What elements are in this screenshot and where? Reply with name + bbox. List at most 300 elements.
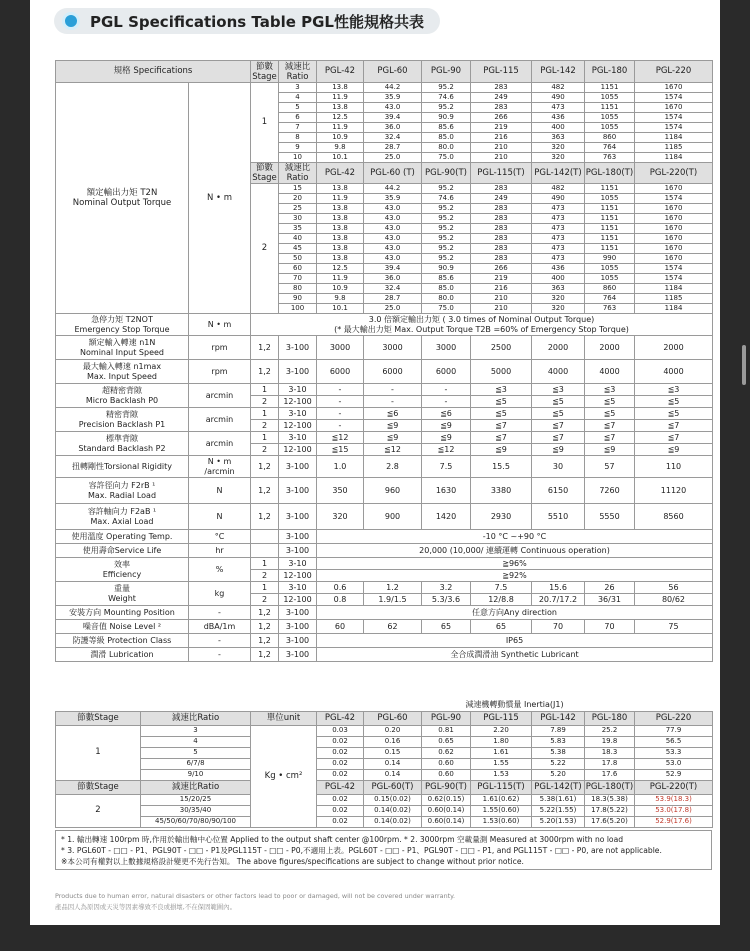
weight-value: 7.5 — [471, 582, 532, 594]
inertia-header-unit: 單位unit — [251, 711, 317, 725]
inertia-unit: Kg • cm² — [251, 725, 317, 827]
torque-value: 25.0 — [364, 153, 422, 163]
stage-cell: 1,2 — [251, 336, 279, 360]
torque-value: 473 — [532, 234, 585, 244]
torque-value: 473 — [532, 204, 585, 214]
ratio-cell: 9/10 — [141, 769, 251, 780]
rigidity-value: 2.8 — [364, 456, 422, 478]
speed-value: 4000 — [532, 360, 585, 384]
torque-value: 43.0 — [364, 204, 422, 214]
mounting-label: 安裝方向 Mounting Position — [56, 606, 189, 620]
rigidity-unit-line: N • m — [207, 456, 232, 466]
header-stage — [251, 163, 279, 184]
ratio-cell: 3-100 — [279, 634, 317, 648]
estop-value-line: 3.0 倍額定輸出力矩 ( 3.0 times of Nominal Output Torque) — [368, 314, 595, 324]
life-value: 20,000 (10,000/ 連續運轉 Continuous operation) — [317, 544, 713, 558]
torque-value: 1670 — [635, 204, 713, 214]
torque-value: 473 — [532, 254, 585, 264]
torque-value: 95.2 — [422, 244, 471, 254]
torque-value: 1574 — [635, 93, 713, 103]
efficiency-unit: % — [189, 558, 251, 582]
title-bar — [54, 8, 440, 34]
torque-value: 1151 — [585, 214, 635, 224]
table-row — [56, 606, 713, 620]
table-row — [56, 725, 713, 736]
torque-value: 1151 — [585, 83, 635, 93]
torque-value: 95.2 — [422, 214, 471, 224]
torque-value: 283 — [471, 184, 532, 194]
table-row — [56, 648, 713, 662]
table-row — [56, 736, 713, 747]
stage-cell: 1,2 — [251, 478, 279, 504]
inertia-value: 52.9 — [635, 769, 713, 780]
estop-value-line: (* 最大輸出力矩 Max. Output Torque T2B =60% of Emergency Stop Torque) — [334, 324, 629, 334]
inertia-value: 0.15(0.02) — [364, 794, 422, 805]
torque-value: 11.9 — [317, 123, 364, 133]
torque-value: 1184 — [635, 284, 713, 294]
page-title: PGL Specifications Table PGL性能規格共表 — [90, 12, 424, 31]
torque-value: 85.0 — [422, 284, 471, 294]
backlash-unit: arcmin — [189, 432, 251, 456]
torque-value: 85.6 — [422, 274, 471, 284]
torque-value: 10.1 — [317, 153, 364, 163]
radial-unit: N — [189, 478, 251, 504]
note-line: * 1. 輸出轉速 100rpm 時,作用於輸出軸中心位置 Applied to the output shaft center @100rpm. * 2. 3000rpm 空載量測 Measured at 3000rpm with no load — [61, 835, 624, 844]
inertia-value: 0.81 — [422, 725, 471, 736]
rigidity-value: 30 — [532, 456, 585, 478]
backlash-value: ≦9 — [364, 432, 422, 444]
header-model: PGL-220(T) — [635, 163, 713, 184]
header-ratio-line: Ratio — [286, 173, 309, 183]
torque-value: 363 — [532, 284, 585, 294]
torque-value: 482 — [532, 184, 585, 194]
backlash-value: ≦9 — [471, 444, 532, 456]
life-unit: hr — [189, 544, 251, 558]
backlash-value: ≦12 — [364, 444, 422, 456]
inertia-value: 5.22(1.55) — [532, 805, 585, 816]
table-row — [56, 432, 713, 444]
inertia-value: 5.20 — [532, 769, 585, 780]
torque-value: 860 — [585, 284, 635, 294]
backlash-value: - — [422, 396, 471, 408]
speed-value: 3000 — [317, 336, 364, 360]
weight-value: 36/31 — [585, 594, 635, 606]
noise-value: 70 — [585, 620, 635, 634]
ratio-cell: 12-100 — [279, 396, 317, 408]
inertia-header-stage: 節數Stage — [56, 780, 141, 794]
weight-label — [56, 582, 189, 606]
inertia-value: 53.3 — [635, 747, 713, 758]
footer — [55, 891, 455, 913]
lubrication-value: 全合成潤滑油 Synthetic Lubricant — [317, 648, 713, 662]
noise-value: 60 — [317, 620, 364, 634]
backlash-label-line: 超精密背隙 — [102, 385, 142, 395]
torque-value: 219 — [471, 274, 532, 284]
backlash-value: ≦12 — [317, 432, 364, 444]
axial-value: 5510 — [532, 504, 585, 530]
inertia-value: 25.2 — [585, 725, 635, 736]
noise-value: 65 — [471, 620, 532, 634]
torque-unit: N • m — [189, 83, 251, 314]
table-row — [56, 699, 713, 711]
backlash-value: ≦9 — [532, 444, 585, 456]
backlash-value: - — [422, 384, 471, 396]
ratio-cell: 7 — [279, 123, 317, 133]
ratio-cell: 3-10 — [279, 582, 317, 594]
estop-label-line: Emergency Stop Torque — [74, 324, 170, 334]
torque-value: 363 — [532, 133, 585, 143]
torque-value: 1184 — [635, 133, 713, 143]
inertia-value: 1.55 — [471, 758, 532, 769]
torque-value: 10.9 — [317, 284, 364, 294]
inertia-table — [55, 699, 713, 828]
radial-value: 3380 — [471, 478, 532, 504]
torque-value: 219 — [471, 123, 532, 133]
torque-value: 283 — [471, 204, 532, 214]
inertia-value: 53.0(17.8) — [635, 805, 713, 816]
inertia-value: 1.80 — [471, 736, 532, 747]
torque-value: 482 — [532, 83, 585, 93]
torque-value: 216 — [471, 284, 532, 294]
speed-label — [56, 360, 189, 384]
weight-label-line: Weight — [108, 593, 136, 603]
torque-value: 95.2 — [422, 184, 471, 194]
inertia-value: 53.9(18.3) — [635, 794, 713, 805]
speed-label — [56, 336, 189, 360]
torque-value: 43.0 — [364, 214, 422, 224]
weight-label-line: 重量 — [114, 583, 130, 593]
radial-label — [56, 478, 189, 504]
stage-cell: 1 — [251, 558, 279, 570]
header-model: PGL-42 — [317, 711, 364, 725]
backlash-unit: arcmin — [189, 408, 251, 432]
inertia-spacer — [56, 699, 317, 711]
backlash-value: ≦7 — [635, 432, 713, 444]
torque-value: 1574 — [635, 123, 713, 133]
torque-value: 11.9 — [317, 274, 364, 284]
torque-value: 1185 — [635, 143, 713, 153]
torque-value: 266 — [471, 113, 532, 123]
backlash-value: ≦5 — [471, 396, 532, 408]
radial-value: 1630 — [422, 478, 471, 504]
backlash-value: ≦7 — [471, 432, 532, 444]
ratio-cell: 3-100 — [279, 620, 317, 634]
protection-unit: - — [189, 634, 251, 648]
backlash-value: ≦5 — [585, 396, 635, 408]
table-row — [56, 582, 713, 594]
table-row — [56, 456, 713, 478]
weight-value: 1.9/1.5 — [364, 594, 422, 606]
torque-value: 436 — [532, 264, 585, 274]
rigidity-unit — [189, 456, 251, 478]
backlash-label-line: 精密背隙 — [106, 409, 138, 419]
radial-value: 960 — [364, 478, 422, 504]
header-model: PGL-180 — [585, 61, 635, 83]
inertia-value: 17.8(5.22) — [585, 805, 635, 816]
inertia-value: 0.02 — [317, 805, 364, 816]
header-model: PGL-115 — [471, 61, 532, 83]
weight-value: 12/8.8 — [471, 594, 532, 606]
ratio-cell: 90 — [279, 294, 317, 304]
torque-value: 43.0 — [364, 244, 422, 254]
stage-1: 1 — [56, 725, 141, 780]
torque-value: 1151 — [585, 184, 635, 194]
ratio-cell: 25 — [279, 204, 317, 214]
axial-label — [56, 504, 189, 530]
noise-value: 70 — [532, 620, 585, 634]
torque-value: 90.9 — [422, 113, 471, 123]
note-line: * 3. PGL60T - □□ - P1、PGL90T - □□ - P1及PGL115T - □□ - P0,不適用上表。PGL60T - □□ - P1、PGL90T - □□ - P1, and PGL115T - □□ - P0, are not applicable. — [61, 846, 662, 855]
torque-value: 1151 — [585, 234, 635, 244]
torque-value: 75.0 — [422, 153, 471, 163]
efficiency-value: ≧96% — [317, 558, 713, 570]
protection-value: IP65 — [317, 634, 713, 648]
torque-value: 44.2 — [364, 83, 422, 93]
table-row — [56, 816, 713, 827]
footer-line: Products due to human error, natural disasters or other factors lead to poor or damaged, will not be covered under warranty. — [55, 892, 456, 900]
torque-value: 283 — [471, 254, 532, 264]
protection-label: 防護等級 Protection Class — [56, 634, 189, 648]
torque-value: 1151 — [585, 224, 635, 234]
speed-label-line: 額定輸入轉速 n1N — [88, 337, 156, 347]
torque-value: 74.6 — [422, 194, 471, 204]
ratio-cell: 3-100 — [279, 648, 317, 662]
ratio-cell: 40 — [279, 234, 317, 244]
backlash-value: ≦15 — [317, 444, 364, 456]
torque-value: 283 — [471, 244, 532, 254]
rigidity-value: 57 — [585, 456, 635, 478]
backlash-value: - — [317, 396, 364, 408]
stage-cell: 1,2 — [251, 620, 279, 634]
table-row — [56, 384, 713, 396]
weight-value: 5.3/3.6 — [422, 594, 471, 606]
stage-cell: 1,2 — [251, 504, 279, 530]
torque-value: 1574 — [635, 113, 713, 123]
torque-value: 9.8 — [317, 294, 364, 304]
speed-value: 2000 — [532, 336, 585, 360]
torque-value: 473 — [532, 244, 585, 254]
speed-label-line: 最大輸入轉速 n1max — [82, 361, 162, 371]
torque-value: 283 — [471, 214, 532, 224]
torque-value: 10.9 — [317, 133, 364, 143]
torque-value: 43.0 — [364, 224, 422, 234]
scrollbar[interactable] — [742, 345, 746, 385]
inertia-value: 0.02 — [317, 758, 364, 769]
inertia-value: 52.9(17.6) — [635, 816, 713, 827]
rigidity-unit-line: /arcmin — [204, 466, 235, 476]
ratio-cell: 45 — [279, 244, 317, 254]
table-row — [56, 83, 713, 93]
torque-value: 400 — [532, 274, 585, 284]
torque-value: 216 — [471, 133, 532, 143]
torque-value: 210 — [471, 294, 532, 304]
header-model: PGL-90(T) — [422, 163, 471, 184]
header-model: PGL-220 — [635, 61, 713, 83]
weight-value: 80/62 — [635, 594, 713, 606]
inertia-value: 17.6 — [585, 769, 635, 780]
estop-unit: N • m — [189, 314, 251, 336]
temp-value: -10 °C ~+90 °C — [317, 530, 713, 544]
table-row — [56, 408, 713, 420]
torque-value: 764 — [585, 143, 635, 153]
weight-value: 1.2 — [364, 582, 422, 594]
radial-value: 7260 — [585, 478, 635, 504]
torque-value: 320 — [532, 304, 585, 314]
stage-cell — [251, 530, 279, 544]
backlash-label-line: Precision Backlash P1 — [78, 419, 166, 429]
torque-value: 1151 — [585, 244, 635, 254]
axial-unit: N — [189, 504, 251, 530]
torque-value: 473 — [532, 103, 585, 113]
backlash-value: ≦5 — [532, 408, 585, 420]
ratio-cell: 15 — [279, 184, 317, 194]
torque-value: 1055 — [585, 274, 635, 284]
radial-label-line: 容許徑向力 F2rB ¹ — [88, 480, 156, 490]
temp-unit: °C — [189, 530, 251, 544]
torque-value: 80.0 — [422, 294, 471, 304]
header-stage — [251, 61, 279, 83]
ratio-cell: 50 — [279, 254, 317, 264]
inertia-value: 0.14(0.02) — [364, 805, 422, 816]
backlash-label — [56, 408, 189, 432]
backlash-unit: arcmin — [189, 384, 251, 408]
ratio-cell: 8 — [279, 133, 317, 143]
header-model: PGL-42 — [317, 163, 364, 184]
torque-value: 473 — [532, 224, 585, 234]
torque-value: 1670 — [635, 224, 713, 234]
header-ratio-line: 減速比 — [284, 163, 311, 173]
ratio-cell: 3-100 — [279, 336, 317, 360]
torque-value: 13.8 — [317, 83, 364, 93]
backlash-value: ≦9 — [635, 444, 713, 456]
inertia-value: 0.14 — [364, 758, 422, 769]
stage-cell: 2 — [251, 396, 279, 408]
torque-value: 490 — [532, 93, 585, 103]
torque-value: 36.0 — [364, 274, 422, 284]
table-row — [56, 504, 713, 530]
header-ratio-line: 減速比 — [284, 61, 311, 72]
ratio-cell: 12-100 — [279, 570, 317, 582]
backlash-value: - — [317, 420, 364, 432]
stage-1: 1 — [251, 83, 279, 163]
inertia-value: 0.60(0.14) — [422, 816, 471, 827]
inertia-value: 56.5 — [635, 736, 713, 747]
backlash-value: ≦3 — [585, 384, 635, 396]
inertia-value: 0.65 — [422, 736, 471, 747]
axial-value: 5550 — [585, 504, 635, 530]
stage-cell — [251, 544, 279, 558]
backlash-value: ≦5 — [635, 408, 713, 420]
radial-value: 11120 — [635, 478, 713, 504]
speed-label-line: Nominal Input Speed — [80, 347, 164, 357]
rigidity-value: 15.5 — [471, 456, 532, 478]
rigidity-label: 扭轉剛性Torsional Rigidity — [56, 456, 189, 478]
table-row — [56, 758, 713, 769]
lubrication-unit: - — [189, 648, 251, 662]
ratio-cell: 10 — [279, 153, 317, 163]
torque-value: 25.0 — [364, 304, 422, 314]
torque-value: 13.8 — [317, 204, 364, 214]
torque-value: 764 — [585, 294, 635, 304]
inertia-value: 1.53 — [471, 769, 532, 780]
ratio-cell: 3-100 — [279, 530, 317, 544]
torque-value: 43.0 — [364, 254, 422, 264]
inertia-value: 18.3 — [585, 747, 635, 758]
torque-value: 43.0 — [364, 234, 422, 244]
torque-value: 1185 — [635, 294, 713, 304]
speed-unit: rpm — [189, 336, 251, 360]
torque-value: 28.7 — [364, 143, 422, 153]
inertia-value: 0.02 — [317, 769, 364, 780]
ratio-cell: 3-100 — [279, 544, 317, 558]
inertia-value: 5.83 — [532, 736, 585, 747]
torque-value: 490 — [532, 194, 585, 204]
notes-box — [55, 830, 712, 870]
torque-value: 1184 — [635, 153, 713, 163]
inertia-value: 17.8 — [585, 758, 635, 769]
torque-value: 1574 — [635, 274, 713, 284]
header-model: PGL-90 — [422, 711, 471, 725]
stage-cell: 1,2 — [251, 648, 279, 662]
torque-value: 1055 — [585, 194, 635, 204]
radial-value: 350 — [317, 478, 364, 504]
backlash-label-line: Micro Backlash P0 — [85, 395, 159, 405]
table-row — [56, 620, 713, 634]
torque-value: 1670 — [635, 83, 713, 93]
backlash-value: ≦9 — [585, 444, 635, 456]
noise-value: 62 — [364, 620, 422, 634]
rigidity-value: 7.5 — [422, 456, 471, 478]
header-model: PGL-115(T) — [471, 780, 532, 794]
efficiency-label-line: 效率 — [114, 559, 130, 569]
torque-value: 13.8 — [317, 234, 364, 244]
axial-value: 1420 — [422, 504, 471, 530]
ratio-cell: 3-100 — [279, 456, 317, 478]
estop-label-line: 急停力矩 T2NOT — [91, 314, 153, 324]
inertia-value: 5.38(1.61) — [532, 794, 585, 805]
inertia-value: 0.14 — [364, 769, 422, 780]
ratio-cell: 5 — [141, 747, 251, 758]
weight-value: 56 — [635, 582, 713, 594]
inertia-value: 18.3(5.38) — [585, 794, 635, 805]
stage-cell: 2 — [251, 594, 279, 606]
torque-value: 32.4 — [364, 133, 422, 143]
torque-value: 1055 — [585, 264, 635, 274]
stage-cell: 1 — [251, 408, 279, 420]
inertia-value: 0.02 — [317, 736, 364, 747]
stage-cell: 2 — [251, 444, 279, 456]
ratio-cell: 30/35/40 — [141, 805, 251, 816]
backlash-value: ≦5 — [471, 408, 532, 420]
mounting-unit: - — [189, 606, 251, 620]
speed-value: 6000 — [364, 360, 422, 384]
torque-value: 35.9 — [364, 93, 422, 103]
torque-value: 13.8 — [317, 254, 364, 264]
torque-value: 1670 — [635, 234, 713, 244]
torque-value: 12.5 — [317, 113, 364, 123]
torque-value: 9.8 — [317, 143, 364, 153]
radial-value: 6150 — [532, 478, 585, 504]
table-row — [56, 780, 713, 794]
torque-value: 28.7 — [364, 294, 422, 304]
torque-value: 210 — [471, 143, 532, 153]
header-model: PGL-90(T) — [422, 780, 471, 794]
ratio-cell: 6 — [279, 113, 317, 123]
ratio-cell: 3-10 — [279, 432, 317, 444]
table-row — [56, 61, 713, 83]
efficiency-label — [56, 558, 189, 582]
torque-value: 283 — [471, 103, 532, 113]
